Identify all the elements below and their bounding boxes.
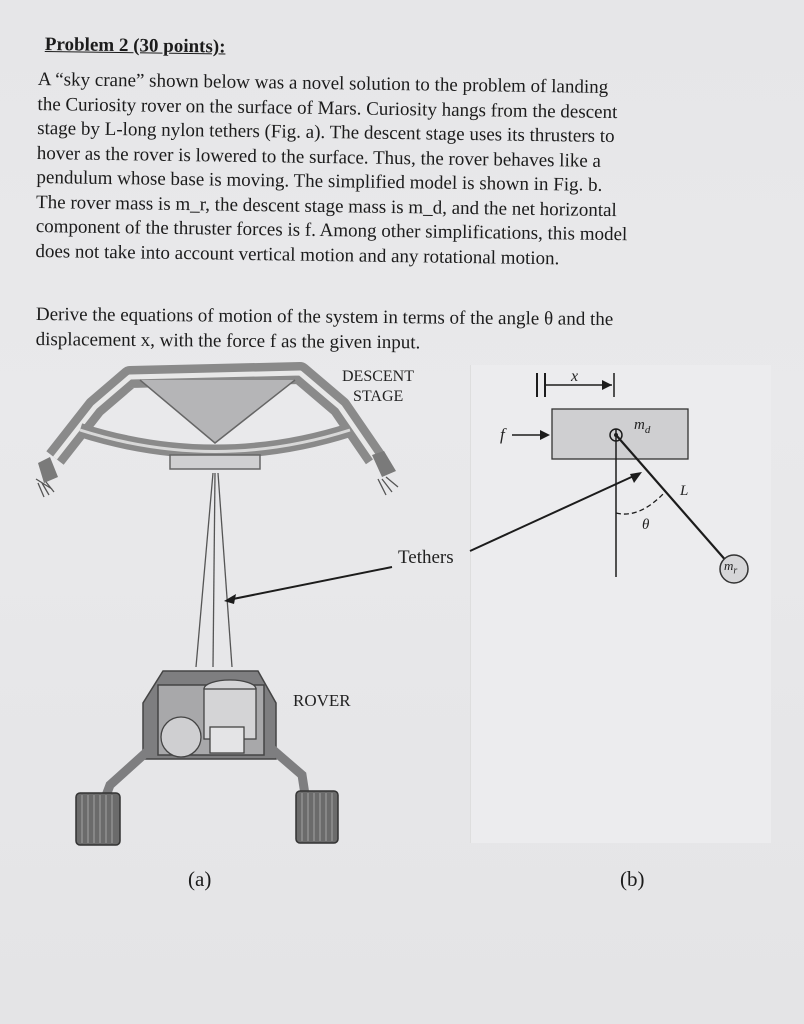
md-symbol: m <box>634 417 645 433</box>
md-label <box>634 417 650 436</box>
descent-label-line1: DESCENT <box>342 368 414 385</box>
figure-a-caption: (a) <box>188 867 212 891</box>
mr-label <box>724 558 737 577</box>
problem-heading: Problem 2 (30 points): <box>44 34 226 58</box>
tethers-label: Tethers <box>398 547 454 568</box>
length-label: L <box>680 483 689 499</box>
paragraph-line: the Curiosity rover on the surface of Mars. Curiosity hangs from the descent <box>37 93 618 123</box>
theta-label: θ <box>642 517 650 533</box>
paragraph-line: does not take into account vertical motion and any rotational motion. <box>35 240 560 269</box>
figure-area <box>0 355 804 915</box>
problem-paragraph <box>35 68 758 274</box>
paragraph-line: stage by L-long nylon tethers (Fig. a). The descent stage uses its thrusters to <box>37 117 615 148</box>
md-subscript: d <box>644 424 651 436</box>
task-paragraph <box>36 302 756 358</box>
paragraph-line: hover as the rover is lowered to the surface. Thus, the rover behaves like a <box>36 142 602 172</box>
force-label: f <box>500 425 505 444</box>
figure-b-caption: (b) <box>620 867 645 891</box>
paragraph-line: A “sky crane” shown below was a novel solution to the problem of landing <box>37 68 609 98</box>
tethers-arrows <box>224 472 642 604</box>
descent-stage <box>36 373 398 497</box>
figure-drawing <box>0 355 804 915</box>
mr-symbol: m <box>724 558 734 573</box>
task-line: Derive the equations of motion of the system in terms of the angle θ and the <box>35 303 614 331</box>
rover-label: ROVER <box>293 691 351 710</box>
paragraph-line: component of the thruster forces is f. Among other simplifications, this model <box>35 215 628 246</box>
paragraph-line: pendulum whose base is moving. The simplified model is shown in Fig. b. <box>36 166 603 196</box>
tethers <box>196 473 232 667</box>
descent-label-line2: STAGE <box>353 388 404 405</box>
task-line: displacement x, with the force f as the given input. <box>35 328 421 354</box>
paragraph-line: The rover mass is m_r, the descent stage mass is m_d, and the net horizontal <box>35 191 617 221</box>
mr-subscript: r <box>733 565 738 577</box>
x-label: x <box>571 368 579 385</box>
